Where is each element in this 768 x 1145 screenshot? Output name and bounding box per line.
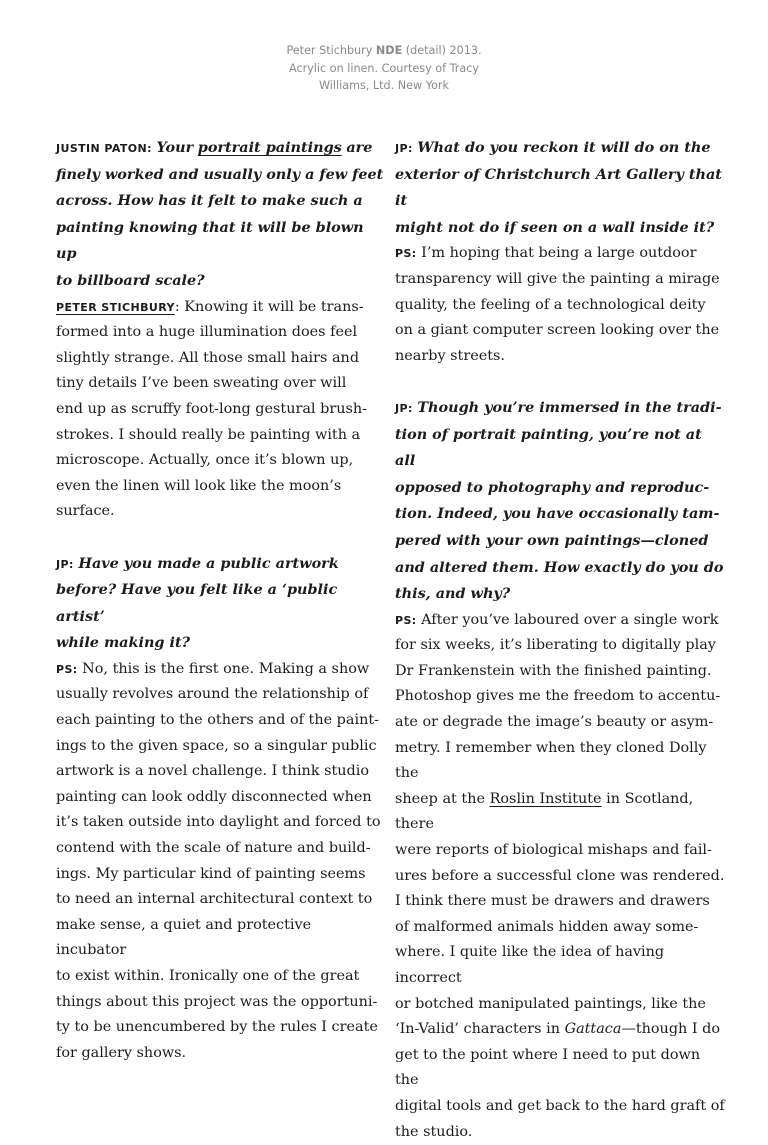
- speaker-justin-paton: JUSTIN PATON:: [56, 142, 152, 155]
- caption-title: NDE: [375, 44, 403, 57]
- speaker-jp: JP:: [395, 401, 413, 415]
- speaker-jp: JP:: [395, 142, 413, 155]
- answer-3: PS: I’m hoping that being a large outdoor transparency will give the painting a mirage quality, the feeling of a technological deity on a giant computer screen looking over the nearby streets.: [395, 245, 720, 364]
- answer-2: PS: No, this is the first one. Making a show usually revolves around the relationship of each painting to the others and of the paint- ings to the given space, so a singular public artwork is a novel challenge. I think studio painting can look oddly disconnected when it’s taken outside into daylight and forced to contend with the scale of nature and build- ings. My particular kind of painting seems to need an internal architectural context to make sense, a quiet and protective incubator to exist within. Ironically one of the great things about this project was the opportuni- ty to be unencumbered by the rules I create for gallery shows.: [56, 660, 381, 1061]
- caption-line-1: [0, 42, 768, 60]
- answer-4: PS: After you’ve laboured over a single work for six weeks, it’s liberating to digitally play Dr Frankenstein with the finished painting. Photoshop gives me the freedom to accentu- ate or degrade the image’s beauty or asym- metry. I remember when they cloned Dolly the sheep at the Roslin Institute in Scotland, there were reports of biological mishaps and fail- ures before a successful clone was rendered. I think there must be drawers and drawers of malformed animals hidden away some- where. I quite like the idea of having incorrect or botched manipulated paintings, like the ‘In-Valid’ characters in Gattaca—though I do get to the point where I need to put down the digital tools and get back to the hard graft of the studio.: [395, 611, 725, 1140]
- image-caption: [0, 42, 768, 95]
- speaker-ps: PS:: [395, 247, 417, 261]
- speaker-ps: PS:: [395, 613, 417, 627]
- caption-line-3: Williams, Ltd. New York: [318, 79, 449, 92]
- speaker-peter-stichbury-link[interactable]: PETER STICHBURY: [56, 300, 175, 314]
- question-2: JP: Have you made a public artwork before? Have you felt like a ‘public artist’ while making it?: [56, 554, 339, 652]
- speaker-jp: JP:: [56, 557, 74, 571]
- paragraph-gap: [56, 525, 386, 551]
- caption-line-2: Acrylic on linen. Courtesy of Tracy: [288, 61, 479, 75]
- question-1: JUSTIN PATON: Your portrait paintings are finely worked and usually only a few feet across. How has it felt to make such a painting knowing that it will be blown up to billboard scale?: [56, 139, 384, 289]
- left-column: [56, 135, 386, 1066]
- question-4: JP: Though you’re immersed in the tradi- tion of portrait painting, you’re not at all opposed to photography and reproduc- tion. Indeed, you have occasionally tam- pered with your own paintings—cloned and altered them. How exactly do you do this, and why?: [395, 398, 724, 603]
- right-column: [395, 135, 725, 1145]
- roslin-institute-link[interactable]: Roslin Institute: [489, 790, 602, 807]
- portrait-paintings-link[interactable]: portrait paintings: [197, 139, 342, 156]
- caption-artist: Peter Stichbury: [286, 44, 373, 57]
- answer-1: PETER STICHBURY: Knowing it will be trans- formed into a huge illumination does feel slightly strange. All those small hairs and tiny details I’ve been sweating over will end up as scruffy foot-long gestural brush- strokes. I should really be painting with a microscope. Actually, once it’s blown up, even the linen will look like the moon’s surface.: [56, 298, 367, 520]
- speaker-ps: PS:: [56, 662, 78, 676]
- film-title: Gattaca: [564, 1021, 622, 1038]
- question-3: JP: What do you reckon it will do on the exterior of Christchurch Art Gallery that it might not do if seen on a wall inside it?: [395, 139, 722, 236]
- caption-detail: (detail) 2013.: [405, 44, 482, 57]
- paragraph-gap: [395, 369, 725, 395]
